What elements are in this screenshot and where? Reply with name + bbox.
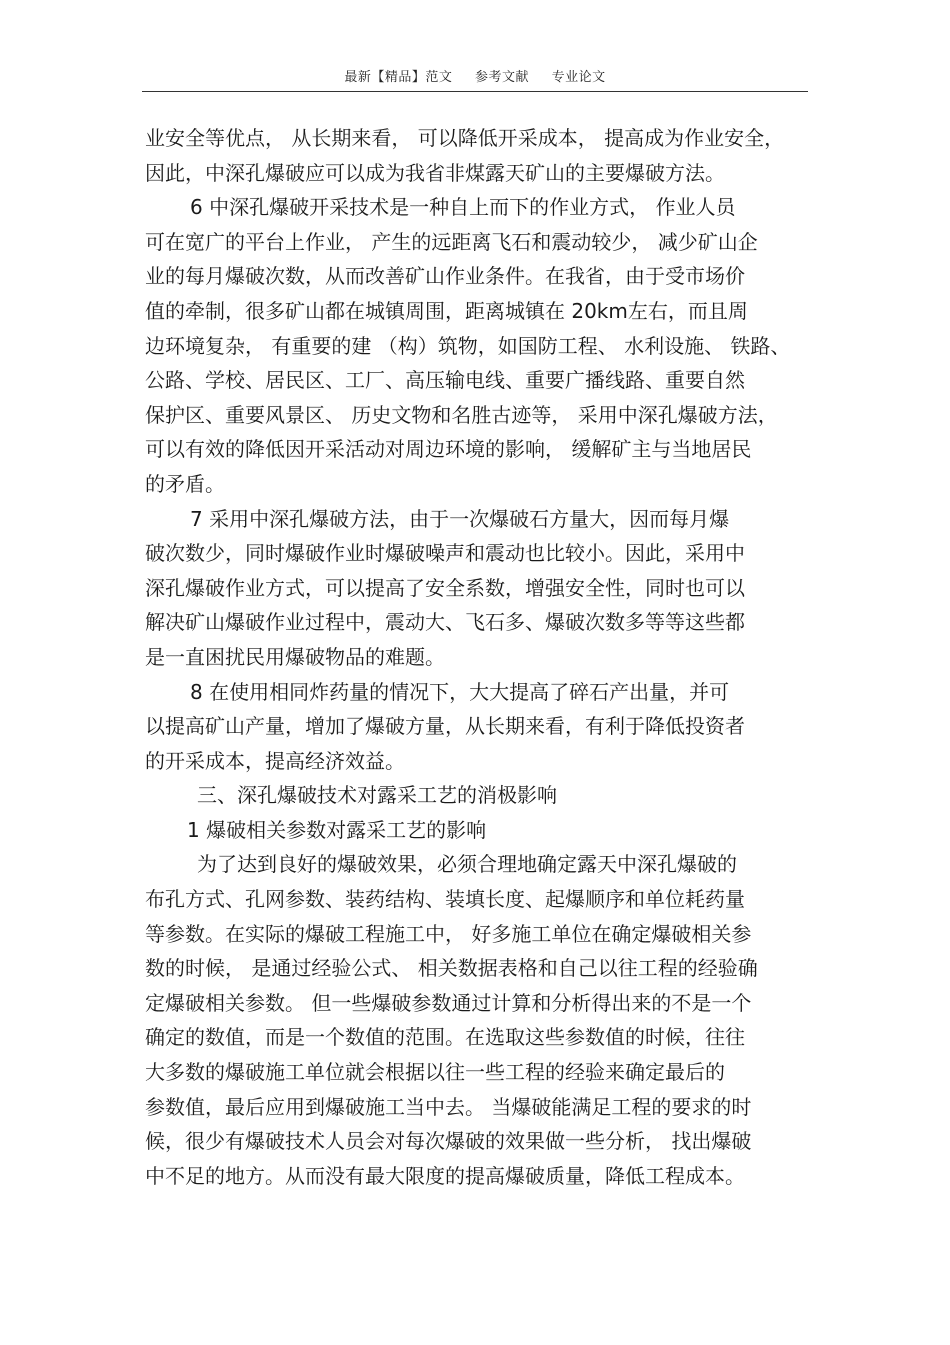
text-line: 是一直困扰民用爆破物品的难题。	[145, 644, 445, 669]
text-line: 候，很少有爆破技术人员会对每次爆破的效果做一些分析， 找出爆破	[145, 1129, 752, 1154]
document-body	[145, 124, 810, 1196]
text-line: 可在宽广的平台上作业， 产生的远距离飞石和震动较少， 减少矿山企	[145, 229, 758, 254]
text-line: 破次数少，同时爆破作业时爆破噪声和震动也比较小。因此，采用中	[145, 541, 745, 566]
page-header	[0, 66, 950, 85]
text-line: 等参数。在实际的爆破工程施工中， 好多施工单位在确定爆破相关参	[145, 921, 752, 946]
text-line: 边环境复杂， 有重要的建 （构）筑物，如国防工程、 水利设施、 铁路、	[145, 333, 791, 358]
text-line: 中不足的地方。从而没有最大限度的提高爆破质量，降低工程成本。	[145, 1163, 745, 1188]
text-line: 保护区、重要风景区、 历史文物和名胜古迹等， 采用中深孔爆破方法，	[145, 402, 778, 427]
text-line: 的开采成本，提高经济效益。	[145, 748, 405, 773]
text-line: 6 中深孔爆破开采技术是一种自上而下的作业方式， 作业人员	[190, 195, 736, 220]
text-line: 公路、学校、居民区、工厂、高压输电线、重要广播线路、重要自然	[145, 368, 745, 393]
header-item-fanwen: 最新【精品】范文	[344, 70, 453, 85]
text-line: 业安全等优点， 从长期来看， 可以降低开采成本， 提高成为作业安全，	[145, 126, 785, 150]
text-line: 8 在使用相同炸药量的情况下，大大提高了碎石产出量，并可	[190, 679, 730, 704]
text-line: 为了达到良好的爆破效果，必须合理地确定露天中深孔爆破的	[197, 852, 737, 877]
text-line: 可以有效的降低因开采活动对周边环境的影响， 缓解矿主与当地居民	[145, 437, 752, 462]
header-item-cankao: 参考文献	[474, 70, 529, 85]
text-line: 值的牵制，很多矿山都在城镇周围，距离城镇在 20km左右，而且周	[145, 298, 748, 323]
header-item-lunwen: 专业论文	[551, 70, 606, 85]
section-heading: 三、深孔爆破技术对露采工艺的消极影响	[197, 783, 557, 808]
text-line: 定爆破相关参数。 但一些爆破参数通过计算和分析得出来的不是一个	[145, 990, 752, 1015]
text-line: 7 采用中深孔爆破方法，由于一次爆破石方量大，因而每月爆	[190, 506, 730, 531]
text-line: 大多数的爆破施工单位就会根据以往一些工程的经验来确定最后的	[145, 1060, 725, 1085]
text-line: 的矛盾。	[145, 471, 225, 496]
text-line: 深孔爆破作业方式，可以提高了安全系数，增强安全性，同时也可以	[145, 575, 745, 600]
text-line: 解决矿山爆破作业过程中，震动大、飞石多、爆破次数多等等这些都	[145, 610, 745, 635]
subsection-heading: 1 爆破相关参数对露采工艺的影响	[187, 817, 487, 842]
header-rule	[142, 91, 808, 92]
text-line: 数的时候， 是通过经验公式、 相关数据表格和自己以往工程的经验确	[145, 956, 758, 981]
text-line: 业的每月爆破次数，从而改善矿山作业条件。在我省，由于受市场价	[145, 264, 745, 289]
text-line: 参数值，最后应用到爆破施工当中去。 当爆破能满足工程的要求的时	[145, 1094, 752, 1119]
text-line: 以提高矿山产量，增加了爆破方量，从长期来看，有利于降低投资者	[145, 714, 745, 739]
text-line: 因此，中深孔爆破应可以成为我省非煤露天矿山的主要爆破方法。	[145, 160, 725, 185]
text-line: 布孔方式、孔网参数、装药结构、装填长度、起爆顺序和单位耗药量	[145, 887, 745, 912]
text-line: 确定的数值，而是一个数值的范围。在选取这些参数值的时候，往往	[145, 1025, 745, 1050]
